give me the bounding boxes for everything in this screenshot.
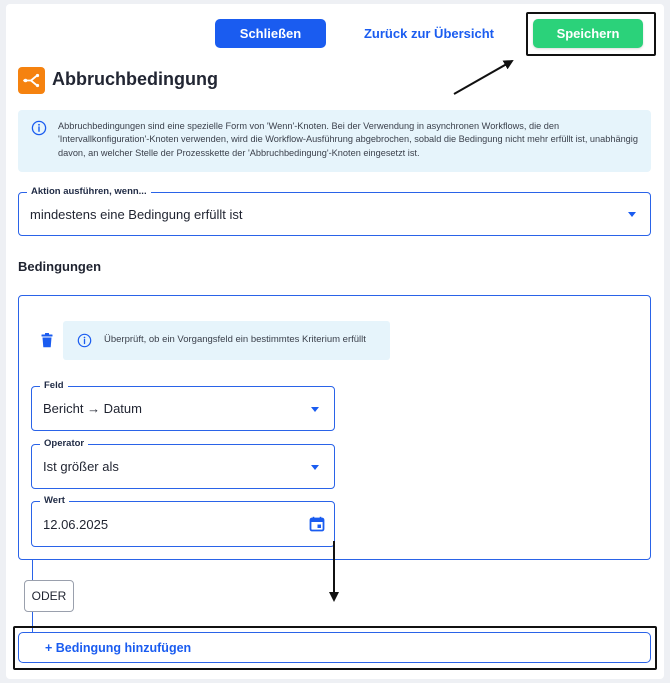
or-badge: ODER (24, 580, 74, 612)
value-input-value: 12.06.2025 (43, 517, 109, 532)
action-select-label: Aktion ausführen, wenn... (27, 186, 151, 198)
field-select-label: Feld (40, 380, 68, 392)
chevron-down-icon (311, 407, 319, 412)
page-title: Abbruchbedingung (52, 69, 218, 89)
operator-select[interactable] (31, 438, 335, 489)
value-date-input[interactable] (31, 495, 335, 547)
info-banner (18, 110, 651, 172)
calendar-icon[interactable] (309, 516, 325, 532)
info-icon (31, 120, 47, 136)
chevron-down-icon (311, 465, 319, 470)
back-to-overview-link[interactable]: Zurück zur Übersicht (363, 26, 495, 41)
condition-info-text: Überprüft, ob ein Vorgangsfeld ein bestimmtes Kriterium erfüllt (104, 334, 366, 345)
split-icon (18, 67, 45, 94)
connector-line (32, 560, 33, 580)
value-input-label: Wert (40, 495, 69, 507)
field-select-value: Bericht → Datum (43, 401, 142, 416)
action-select[interactable] (18, 186, 651, 236)
info-icon (77, 333, 92, 348)
chevron-down-icon (628, 212, 636, 217)
save-button[interactable]: Speichern (533, 19, 643, 48)
add-condition-button[interactable]: + Bedingung hinzufügen (18, 632, 651, 663)
operator-select-label: Operator (40, 438, 88, 450)
close-button[interactable]: Schließen (215, 19, 326, 48)
trash-icon[interactable] (41, 333, 53, 348)
conditions-heading: Bedingungen (18, 259, 102, 274)
action-select-value: mindestens eine Bedingung erfüllt ist (30, 207, 243, 222)
field-select[interactable] (31, 380, 335, 431)
condition-info-banner (63, 321, 390, 360)
operator-select-value: Ist größer als (43, 459, 119, 474)
info-text: Abbruchbedingungen sind eine spezielle Form von 'Wenn'-Knoten. Bei der Verwendung in asynchronen Workflows, die den 'Intervallkonfiguration'-Knoten verwenden, wird die Workflow-Ausführung abgebrochen, sobald die Bedingung nicht mehr erfüllt ist, unabhängig davon, an welcher Stelle der Prozesskette der 'Abbruchbedingung'-Knoten eingesetzt ist. (58, 121, 638, 158)
